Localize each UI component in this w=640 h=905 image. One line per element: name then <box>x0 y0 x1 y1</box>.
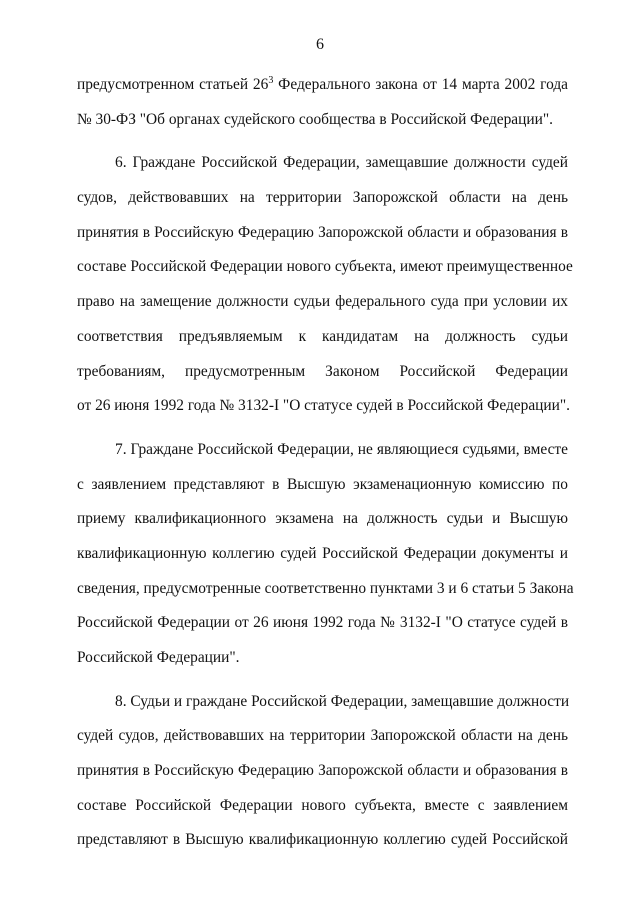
text-line: Российской Федерации от 26 июня 1992 года № 3132-I "О статусе судей в <box>77 614 568 632</box>
text-line: Российской Федерации". <box>77 649 240 666</box>
text-line: сведения, предусмотренные соответственно пунктами 3 и 6 статьи 5 Закона <box>77 579 574 597</box>
text-line: принятия в Российскую Федерацию Запорожской области и образования в <box>77 223 568 241</box>
text-line: принятия в Российскую Федерацию Запорожской области и образования в <box>77 762 568 780</box>
text-line: судов, действовавших на территории Запорожской области на день <box>77 189 568 207</box>
text-line: от 26 июня 1992 года № 3132-I "О статусе судей в Российской Федерации". <box>77 397 570 415</box>
text-line: составе Российской Федерации нового субъекта, вместе с заявлением <box>77 796 568 814</box>
text-line: представляют в Высшую квалификационную коллегию судей Российской <box>77 831 568 849</box>
text-line: с заявлением представляют в Высшую экзаменационную комиссию по <box>77 475 568 493</box>
paragraph-6 <box>77 146 573 424</box>
text-line: 7. Граждане Российской Федерации, не являющиеся судьями, вместе <box>115 440 568 458</box>
text-line: квалификационную коллегию судей Российской Федерации документы и <box>77 544 568 562</box>
text-line: соответствия предъявляемым к кандидатам на должность судьи <box>77 327 568 345</box>
text-line: право на замещение должности судьи федерального суда при условии их <box>77 293 568 311</box>
continuation-block <box>77 68 568 137</box>
document-body <box>77 68 574 858</box>
text-line: составе Российской Федерации нового субъекта, имеют преимущественное <box>77 258 573 276</box>
text-line: предусмотренном статьей $26^3$ Федерального закона от 14 марта 2002 года <box>77 75 569 93</box>
text-line: судей судов, действовавших на территории Запорожской области на день <box>77 727 568 745</box>
text-line: 6. Граждане Российской Федерации, замещавшие должности судей <box>115 154 568 172</box>
text-line: требованиям, предусмотренным Законом Российской Федерации <box>77 362 568 380</box>
text-line: 8. Судьи и граждане Российской Федерации, замещавшие должности <box>115 692 570 710</box>
text-line: № 30-ФЗ "Об органах судейского сообщества в Российской Федерации". <box>77 110 553 128</box>
paragraph-8 <box>77 685 568 858</box>
page-number: 6 <box>316 36 324 53</box>
superscript: 3 <box>268 75 274 86</box>
paragraph-7 <box>77 433 574 676</box>
text-line: приему квалификационного экзамена на должность судьи и Высшую <box>77 510 568 528</box>
